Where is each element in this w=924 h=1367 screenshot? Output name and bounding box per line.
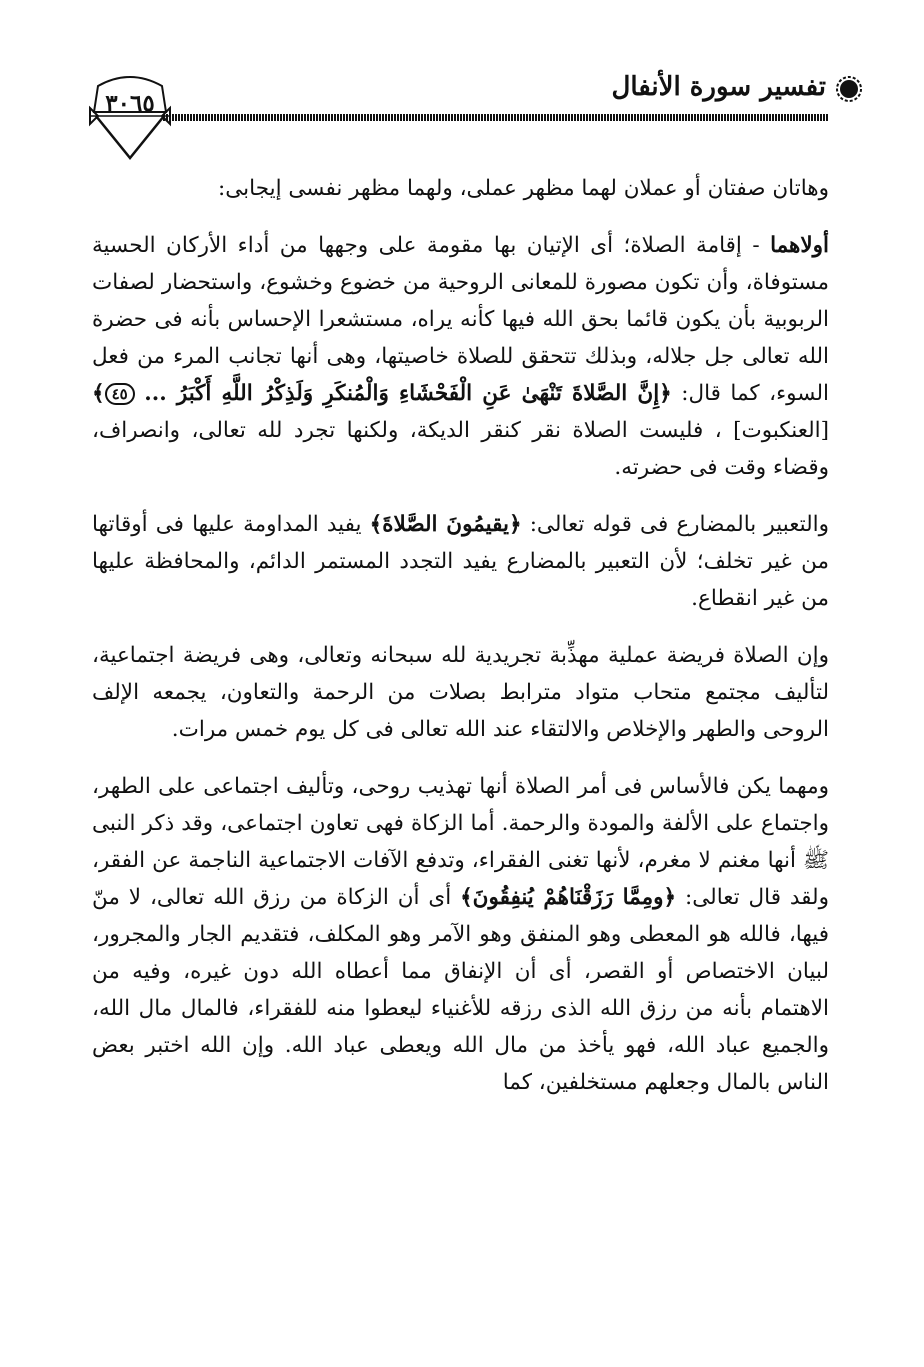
paragraph [92,170,829,207]
page-number: ٣٠٦٥ [105,90,155,117]
page-number-frame [80,70,180,170]
paragraph-text: أى أن الزكاة من رزق الله تعالى، لا منّ فيها، فالله هو المعطى وهو المنفق وهو الآمر وهو المكلف، فتقديم الجار والمجرور، لبيان الاختصاص أو القصر، أى أن الإنفاق مما أعطاه الله دون غيره، وفيه من الاهتمام بأنه من رزق الله الذى رزقه للأغنياء ليعطوا منه للفقراء، فالمال مال الله، والجميع عباد الله، فهو يأخذ من مال الله ويعطى عباد الله. وإن الله اختبر بعض الناس بالمال وجعلهم مستخلفين، كما [92,885,829,1095]
verse-number: ٤٥ [105,383,135,405]
paragraph-text: وإن الصلاة فريضة عملية مهذِّبة تجريدية لله سبحانه وتعالى، وهى فريضة اجتماعية، لتأليف مجتمع متحاب متواد مترابط بصلات من الرحمة والتعاون، يجمعه الإلف الروحى والطهر والإخلاص والالتقاء عند الله تعالى فى كل يوم خمس مرات. [92,643,829,742]
paragraph [92,637,829,748]
header-rule [163,114,829,121]
chapter-title: تفسير سورة الأنفال [611,72,826,102]
paragraph [92,768,829,1101]
paragraph-text: يفيد المداومة عليها فى أوقاتها من غير تخلف؛ لأن التعبير بالمضارع يفيد التجدد المستمر الدائم، والمحافظة عليها من غير انقطاع. [92,512,829,611]
paragraph [92,227,829,486]
paragraph-text: والتعبير بالمضارع فى قوله تعالى: [521,512,830,537]
paragraph-text: وهاتان صفتان أو عملان لهما مظهر عملى، ولهما مظهر نفسى إيجابى: [218,176,829,201]
paragraph-text: ومهما يكن فالأساس فى أمر الصلاة أنها تهذيب روحى، وتأليف اجتماعى على الطهر، واجتماع على الألفة والمودة والرحمة. أما الزكاة فهى تعاون اجتماعى، وقد ذكر النبى ﷺ أنها مغنم لا مغرم، لأنها تغنى الفقراء، وتدفع الآفات الاجتماعية الناجمة عن الفقر، ولقد قال تعالى: [92,774,829,910]
paragraph-text: - إقامة الصلاة؛ أى الإتيان بها مقومة على وجهها من أداء الأركان الحسية مستوفاة، وأن تكون مصورة للمعانى الروحية من خضوع وخشوع، واستحضار لصفات الربوبية بأن يكون قائما بحق الله فيها كأنه يراه، مستشعرا الإحساس بأنه فى حضرة الله تعالى جل جلاله، وبذلك تتحقق للصلاة خاصيتها، وهى أنها تجانب المرء من فعل السوء، كما قال: [92,233,829,406]
paragraph [92,506,829,617]
page-body [92,170,829,1121]
paragraph-lead-word: أولاهما [770,233,829,258]
quran-quote: ﴿إِنَّ الصَّلاةَ تَنْهَىٰ عَنِ الْفَحْشَاءِ وَالْمُنكَرِ وَلَذِكْرُ اللَّهِ أَكْبَرُ ... [144,381,672,406]
page-number-badge [80,70,180,170]
quran-quote: ﴿ومِمَّا رَزَقْنَاهُمْ يُنفِقُونَ﴾ [460,885,677,910]
flower-ornament-icon [836,76,862,102]
quran-quote: ﴿يقيمُونَ الصَّلاةَ﴾ [369,512,522,537]
paragraph-text: [العنكبوت] ، فليست الصلاة نقر كنقر الديكة، ولكنها تجرد لله تعالى، وانصراف، وقضاء وقت فى حضرته. [92,418,829,480]
quran-quote-end: ﴾ [92,381,105,406]
page-header [0,60,924,170]
